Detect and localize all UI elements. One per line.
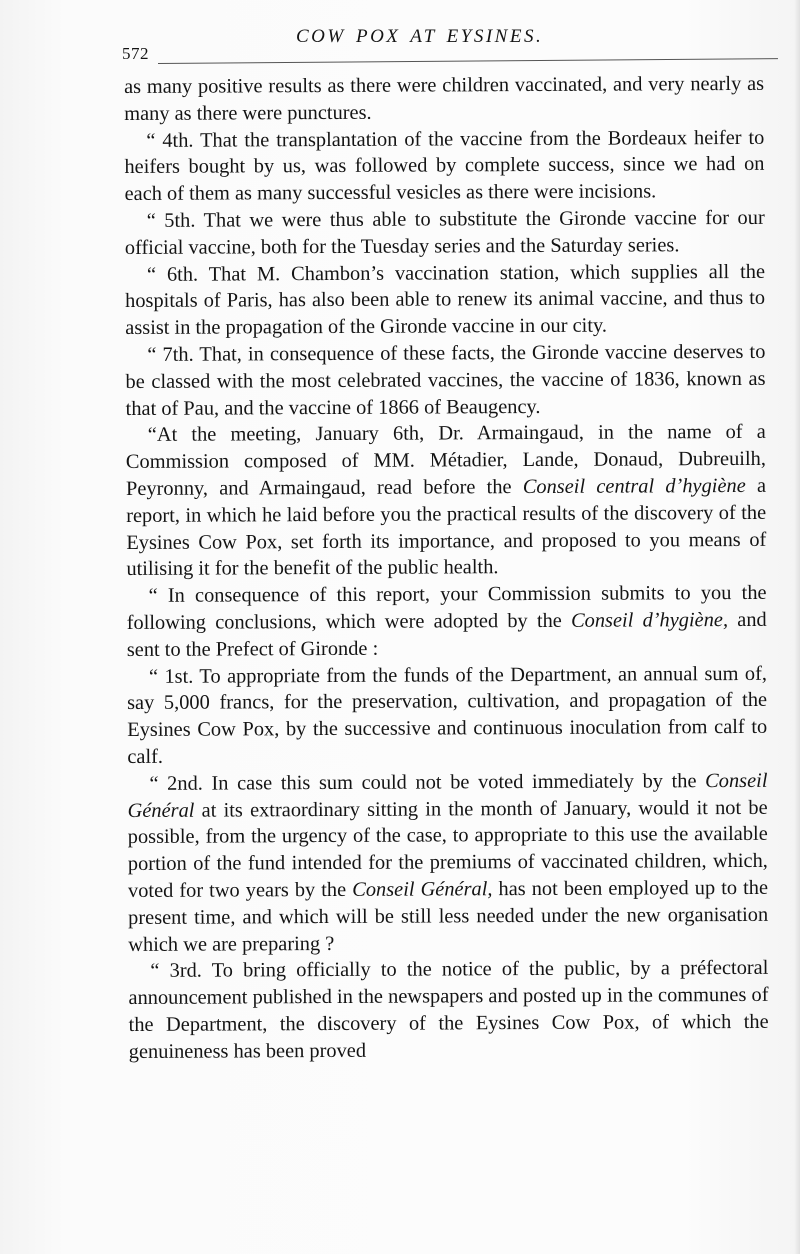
italic-term: Conseil d’hygiène, [570, 608, 729, 632]
paragraph-text: “ 2nd. In case this sum could not be voted immediately by the [149, 769, 706, 795]
italic-term: Conseil Général [127, 769, 768, 822]
paragraph-7th: “ 7th. That, in consequence of these facts, the Gironde vaccine deserves to be classed with the most celebrated vaccines, the vaccine of 1836, known as that of Pau, and the vaccine of 1866 of Beaugency. [125, 340, 766, 420]
paragraph-3rd: “ 3rd. To bring officially to the notice of the public, by a préfectoral announcement published in the newspapers and posted up in the communes of the Department, the discovery of the Eysines Cow Pox, of which the genuineness has been proved [128, 957, 769, 1063]
paragraph-text: has not been employed up to the present time, and which will be still less needed under the new organisation which we are preparing ? [128, 876, 769, 956]
paragraph-continuation: as many positive results as there were children vaccinated, and very nearly as many as there were punctures. [124, 72, 765, 125]
paragraph-text: “At the meeting, January 6th, Dr. Armaingaud, in the name of a Commission composed of MM. Métadier, Lande, Donaud, Dubreuilh, Peyronny, and Armaingaud, read before the [125, 421, 766, 500]
paragraph-meeting [126, 419, 767, 583]
paragraph-1st: “ 1st. To appropriate from the funds of the Department, an annual sum of, say 5,000 francs, for the preservation, cultivation, and propagation of the Eysines Cow Pox, by the successive and continuous inoculation from calf to calf. [127, 662, 768, 768]
paragraph-report [126, 580, 766, 664]
paragraph-5th: “ 5th. That we were thus able to substitute the Gironde vaccine for our official vaccine, both for the Tuesday series and the Saturday series. [124, 206, 765, 259]
header-rule [158, 58, 778, 64]
paragraph-6th: “ 6th. That M. Chambon’s vaccination station, which supplies all the hospitals of Paris, has also been able to renew its animal vaccine, and thus to assist in the propagation of the Gironde vaccine in our city. [125, 260, 766, 340]
paragraph-text: “ In consequence of this report, your Commission submits to you the following conclusions, which were adopted by the [126, 582, 767, 634]
running-title: COW POX AT EYSINES. [296, 26, 544, 47]
page-header [120, 22, 775, 66]
paragraph-text: at its extraordinary sitting in the month of January, would it not be possible, from the urgency of the case, to appropriate to this use the available portion of the fund intended for the premiums of vaccinated children, which, voted for two years by the [127, 796, 768, 902]
italic-term: Conseil central d’hygiène [522, 474, 746, 499]
italic-term: Conseil Général, [352, 878, 493, 901]
page-edge-shadow [794, 0, 800, 1254]
body-text [124, 71, 769, 1066]
page-number: 572 [122, 44, 149, 63]
paragraph-text: a report, in which he laid before you the practical results of the discovery of the Eysines Cow Pox, set forth its importance, and proposed to you means of utilising it for the benefit of the public health. [126, 474, 767, 581]
paragraph-4th: “ 4th. That the transplantation of the vaccine from the Bordeaux heifer to heifers bought by us, was followed by complete success, since we had on each of them as many successful vesicles as there were incisions. [124, 126, 765, 206]
paragraph-text: and sent to the Prefect of Gironde : [126, 608, 767, 661]
paragraph-2nd [127, 768, 768, 959]
